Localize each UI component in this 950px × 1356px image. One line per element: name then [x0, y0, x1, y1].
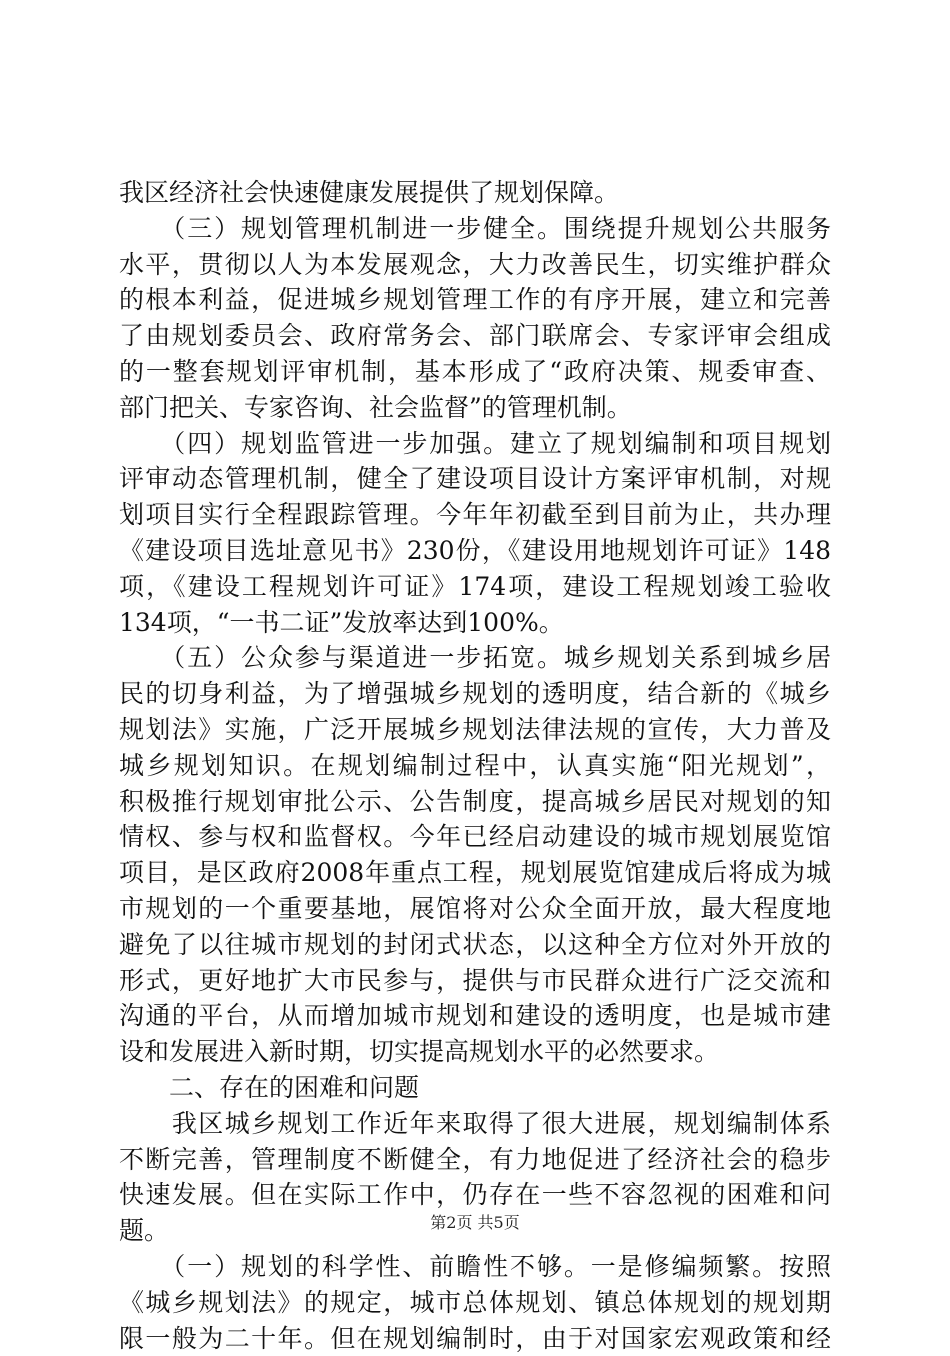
text-line: 避免了以往城市规划的封闭式状态，以这种全方位对外开放的 [119, 927, 831, 963]
text-line: 不断完善，管理制度不断健全，有力地促进了经济社会的稳步 [119, 1142, 831, 1178]
text-line: 市规划的一个重要基地，展馆将对公众全面开放，最大程度地 [119, 891, 831, 927]
text-line: 规划法》实施，广泛开展城乡规划法律法规的宣传，大力普及 [119, 712, 831, 748]
text-line: （五）公众参与渠道进一步拓宽。城乡规划关系到城乡居 [119, 640, 831, 676]
text-line: 的一整套规划评审机制，基本形成了“政府决策、规委审查、 [119, 354, 831, 390]
text-line: 评审动态管理机制，健全了建设项目设计方案评审机制，对规 [119, 461, 831, 497]
text-line: 限一般为二十年。但在规划编制时，由于对国家宏观政策和经 [119, 1321, 831, 1356]
text-line: 项，《建设工程规划许可证》174项，建设工程规划竣工验收 [119, 569, 831, 605]
text-line: 了由规划委员会、政府常务会、部门联席会、专家评审会组成 [119, 318, 831, 354]
text-line: 《城乡规划法》的规定，城市总体规划、镇总体规划的规划期 [119, 1285, 831, 1321]
text-line: 形式，更好地扩大市民参与，提供与市民群众进行广泛交流和 [119, 963, 831, 999]
text-line: 水平，贯彻以人为本发展观念，大力改善民生，切实维护群众 [119, 247, 831, 283]
text-line: 题。 [119, 1213, 831, 1249]
text-line: 我区城乡规划工作近年来取得了很大进展，规划编制体系 [119, 1106, 831, 1142]
text-line: 《建设项目选址意见书》230份，《建设用地规划许可证》148 [119, 533, 831, 569]
text-line: 部门把关、专家咨询、社会监督”的管理机制。 [119, 390, 831, 426]
text-line: 民的切身利益，为了增强城乡规划的透明度，结合新的《城乡 [119, 676, 831, 712]
text-line: 的根本利益，促进城乡规划管理工作的有序开展，建立和完善 [119, 282, 831, 318]
text-line: （四）规划监管进一步加强。建立了规划编制和项目规划 [119, 426, 831, 462]
text-line: 划项目实行全程跟踪管理。今年年初截至到目前为止，共办理 [119, 497, 831, 533]
text-line: 二、存在的困难和问题 [119, 1070, 831, 1106]
text-line: 城乡规划知识。在规划编制过程中，认真实施“阳光规划”， [119, 748, 831, 784]
text-line: 设和发展进入新时期，切实提高规划水平的必然要求。 [119, 1034, 831, 1070]
text-line: 情权、参与权和监督权。今年已经启动建设的城市规划展览馆 [119, 819, 831, 855]
text-line: 积极推行规划审批公示、公告制度，提高城乡居民对规划的知 [119, 784, 831, 820]
text-line: 快速发展。但在实际工作中，仍存在一些不容忽视的困难和问 [119, 1177, 831, 1213]
text-line: 项目，是区政府2008年重点工程，规划展览馆建成后将成为城 [119, 855, 831, 891]
text-line: 沟通的平台，从而增加城市规划和建设的透明度，也是城市建 [119, 998, 831, 1034]
text-line: 我区经济社会快速健康发展提供了规划保障。 [119, 175, 831, 211]
document-body [119, 175, 831, 1356]
text-line: （三）规划管理机制进一步健全。围绕提升规划公共服务 [119, 211, 831, 247]
text-line: 134项，“一书二证”发放率达到100%。 [119, 605, 831, 641]
text-line: （一）规划的科学性、前瞻性不够。一是修编频繁。按照 [119, 1249, 831, 1285]
page-footer: 第2页 共5页 [0, 1213, 950, 1233]
